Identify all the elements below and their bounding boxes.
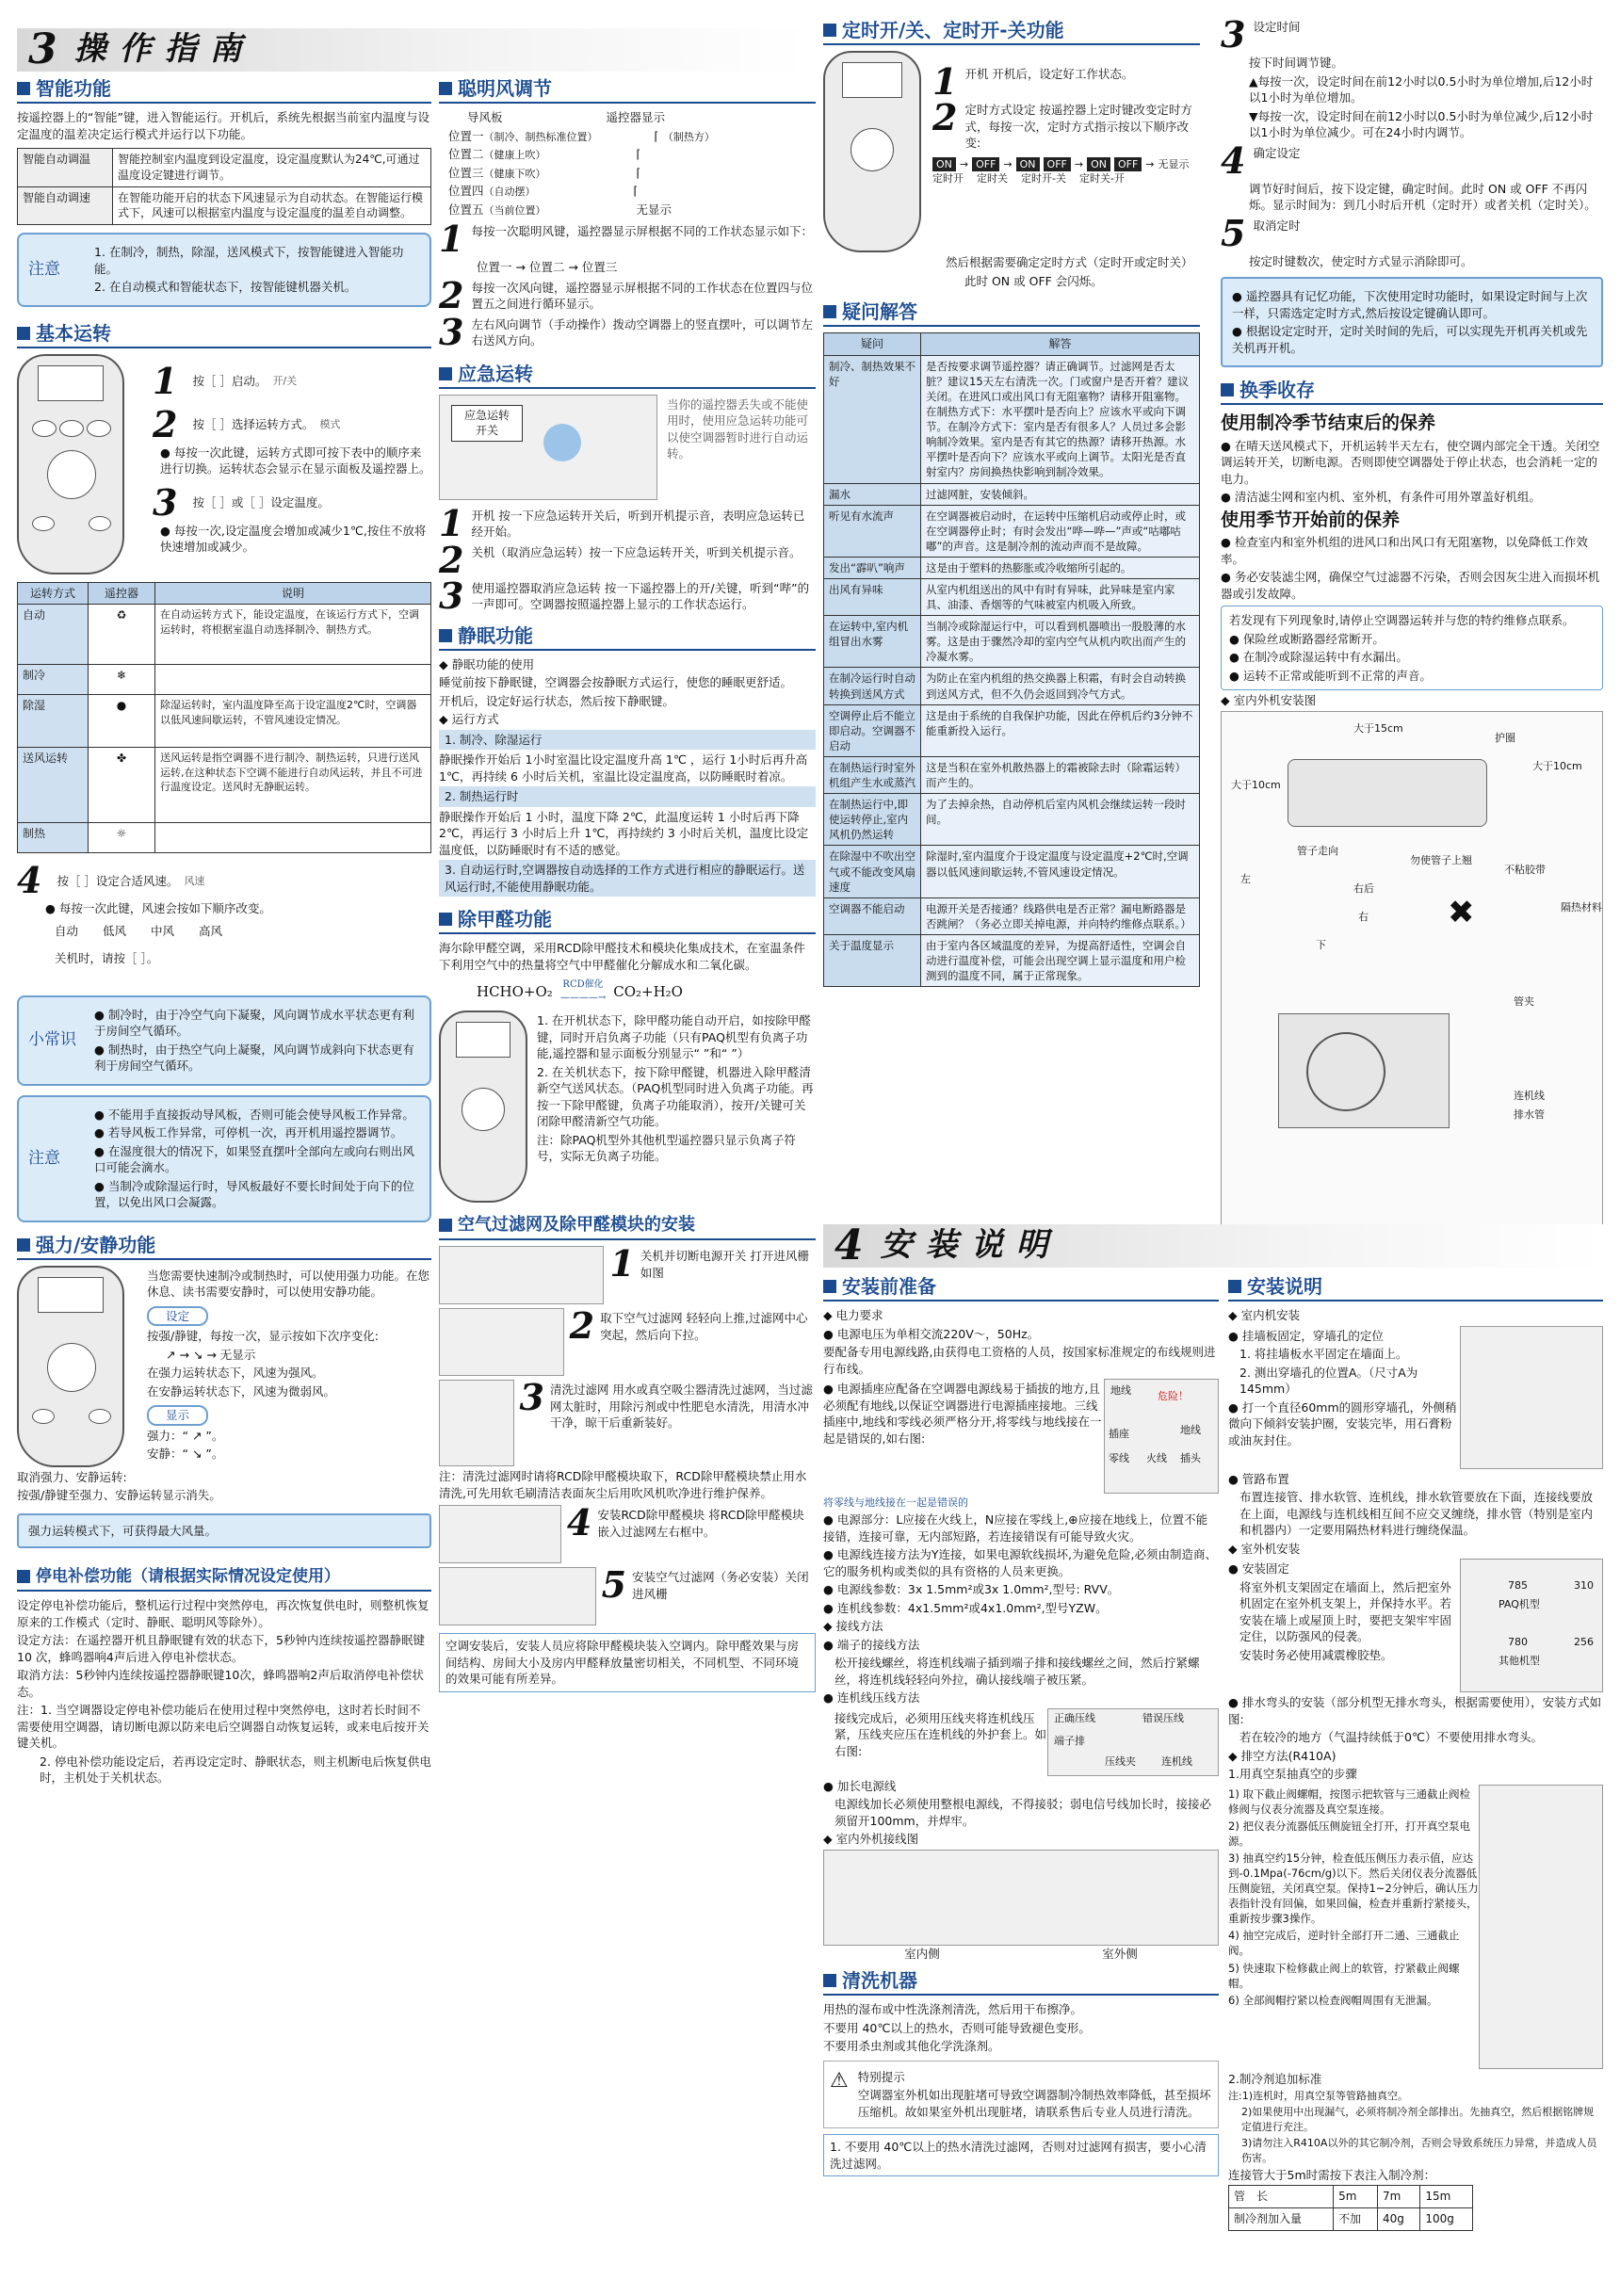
prep-text: 接线完成后，必须用压线夹将连机线压紧，压线夹应压在连机线的外护套上。如右图: bbox=[834, 1710, 1047, 1758]
install-text: 2. 测出穿墙孔的位置A。（尺寸A为145mm） bbox=[1239, 1365, 1418, 1396]
note-label: 注意 bbox=[28, 259, 60, 279]
tips-item: ● 制热时，由于热空气向上凝聚，风向调节成斜向下状态更有利于房间空气循环。 bbox=[94, 1042, 420, 1075]
qa-question: 听见有水流声 bbox=[824, 505, 921, 557]
prep-text: ● 电源线参数：3x 1.5mm²或3x 1.0mm²,型号: RVV。 bbox=[823, 1581, 1219, 1598]
qa-question: 空调器不能启动 bbox=[824, 897, 921, 934]
prep-text: ● 电源线连接方法为Y连接，如果电源软线损坏,为避免危险,必须由制造商、它的服务机构或类似的具有资格的人员来更换。 bbox=[823, 1546, 1219, 1579]
season-diagram-heading: 室内外机安装图 bbox=[1233, 693, 1317, 708]
install-heading: 室外机安装 bbox=[1240, 1541, 1301, 1556]
section-sleep-title: 静眠功能 bbox=[439, 623, 816, 651]
filter-bottom-note: 空调安装后，安装人员应将除甲醛模块装入空调内。除甲醛效果与房间结构、房间大小及房内甲醛释放量密切相关，不同机型、不同环境的效果可能有所差异。 bbox=[439, 1633, 816, 1692]
prep-heading: 电力要求 bbox=[835, 1308, 883, 1322]
power-comp-note: 2. 停电补偿功能设定后，若再设定定时、静眠状态，则主机断电后恢复供电时，主机处于关机状态。 bbox=[40, 1754, 431, 1786]
install-text: 安装时务必使用减震橡胶垫。 bbox=[1239, 1647, 1393, 1662]
clean-tip-heading: 特别提示 bbox=[857, 2069, 905, 2084]
timer-step-5-heading: 取消定时 bbox=[1253, 218, 1301, 233]
mode-name: 制冷 bbox=[18, 665, 89, 695]
filter-step-4: 安装RCD除甲醛模块 将RCD除甲醛模块嵌入过滤网左右框中。 bbox=[597, 1508, 804, 1539]
clean-text: 不要用 40℃以上的热水，否则可能导致褪色变形。 bbox=[823, 2020, 1091, 2035]
qa-answer: 由于室内各区域温度的差异，为提高舒适性，空调会自动进行温度补偿，可能会出现空调上显示温度和用户检测到的温度不同，属于正常现象。 bbox=[921, 934, 1200, 986]
basic-step-2-note: ● 每按一次此键，运转方式即可按下表中的顺序来进行切换。运转状态会显示在显示面板及遥控器上。 bbox=[153, 445, 431, 477]
power-key-label: 开/关 bbox=[272, 374, 298, 387]
basic-step-3: 按［ ］或［ ］设定温度。 bbox=[192, 494, 330, 509]
emergency-button-label: 应急运转开关 bbox=[451, 405, 523, 443]
smart-row-value: 在智能功能开启的状态下风速显示为自动状态。在智能运行模式下，风速可以根据室内温度与设定温度的温差自动调整。 bbox=[113, 186, 431, 225]
timer-step-3-text: 按下时间调节键。 bbox=[1249, 56, 1344, 70]
season-warning-item: ● 运转不正常或能听到不正常的声音。 bbox=[1229, 668, 1595, 685]
filter-step-2: 取下空气过滤网 轻轻向上推,过滤网中心突起，然后向下拉。 bbox=[600, 1311, 808, 1342]
filter-step-5: 安装空气过滤网（务必安装）关闭进风栅 bbox=[632, 1570, 809, 1601]
smart-row-value: 智能控制室内温度到设定温度，设定温度默认为24℃,可通过温度设定键进行调节。 bbox=[113, 149, 431, 187]
install-text: ● 安装固定 bbox=[1228, 1560, 1460, 1577]
qa-answer: 这是由于塑料的热膨胀或冷收缩所引起的。 bbox=[921, 557, 1200, 578]
install-text: ● 挂墙板固定，穿墙孔的定位 bbox=[1228, 1328, 1460, 1345]
section-timer-title: 定时开/关、定时开-关功能 bbox=[823, 17, 1200, 45]
timer-step-4-text: 调节好时间后，按下设定键，确定时间。此时 ON 或 OFF 不再闪烁。显示时间为：到几小时后开机（定时开）或者关机（定时关）。 bbox=[1249, 181, 1596, 212]
formaldehyde-step-1: 1. 在开机状态下，除甲醛功能自动开启，如按除甲醛键，同时开启负离子功能（只有PAQ机型有负离子功能,遥控器和显示面板分别显示“ ”和“ ”） bbox=[537, 1013, 811, 1060]
sleep-text: 开机后，设定好运行状态，然后按下静眠键。 bbox=[439, 693, 675, 708]
qa-question: 在制冷运行时自动转换到送风方式 bbox=[824, 668, 921, 704]
timer-sequence: ON → OFF → ON OFF → ON OFF → 无显示 bbox=[932, 157, 1200, 171]
chapter-number: 4 bbox=[834, 1221, 864, 1270]
heat-mode-icon: ☼ bbox=[89, 823, 155, 853]
formaldehyde-note: 注：除PAQ机型外其他机型遥控器只显示负离子符号，实际无负离子功能。 bbox=[537, 1132, 796, 1163]
prep-text: ● 电源部分：L应接在火线上，N应接在零线上,⊕应接在地线上，位置不能接错，连接可靠，无内部短路，若连接错误有可能导致火灾。 bbox=[823, 1512, 1219, 1544]
basic-step-3-note: ● 每按一次,设定温度会增加或减少1℃,按住不放将快速增加或减少。 bbox=[153, 523, 431, 556]
speed-item: 中风 bbox=[151, 923, 175, 938]
timer-step-3-text: 每按一次，设定时间在前12小时以0.5小时为单位增加,后12小时以1小时为单位增加。 bbox=[1249, 73, 1594, 105]
section-qa-title: 疑问解答 bbox=[823, 299, 1200, 327]
formaldehyde-step-2: 2. 在关机状态下，按下除甲醛键，机器进入除甲醛清新空气送风状态。（PAQ机型同时进入负离子功能。再按一下除甲醛键，负离子功能取消），按开/关键可关闭除甲醛清新空气功能。 bbox=[537, 1064, 814, 1128]
evac-step: 6) 全部阀帽拧紧以检查阀帽周围有无泄漏。 bbox=[1228, 1993, 1438, 2007]
timer-tip: ● 遥控器具有记忆功能，下次使用定时功能时，如果设定时间与上次一样，只需选定定时方式,然后按设定键确认即可。 bbox=[1232, 288, 1592, 321]
section-clean-title: 清洗机器 bbox=[823, 1967, 1219, 1996]
strong-cancel: 按强/静键至强力、安静运转显示消失。 bbox=[17, 1488, 221, 1503]
wind-step-2: 每按一次风向键，遥控器显示屏根据不同的工作状态在位置四与位置五之间进行循环显示。 bbox=[471, 280, 813, 311]
install-text: ● 排水弯头的安装（部分机型无排水弯头，根据需要使用），安装方式如图: bbox=[1228, 1694, 1603, 1727]
mode-key-label: 模式 bbox=[319, 417, 341, 430]
strong-intro: 当您需要快速制冷或制热时，可以使用强力功能。在您休息、读书需要安静时，可以使用安静功能。 bbox=[147, 1268, 430, 1300]
qa-answer: 从室内机组送出的风中有时有异味，此异味是室内家具、油漆、香烟等的气味被室内机吸入所致。 bbox=[921, 579, 1200, 616]
socket-diagram: 地线 危险！ 插座 零线 火线 地线 插头 bbox=[1104, 1379, 1219, 1494]
mode-name: 自动 bbox=[18, 605, 89, 665]
remote-illustration bbox=[439, 1011, 527, 1203]
sleep-mode-heading: 3. 自动运行时,空调器按自动选择的工作方式进行相应的静眠运行。送风运行时,不能使用静眠功能。 bbox=[439, 860, 816, 897]
sleep-mode-text: 静眠操作开始后 1小时室温比设定温度升高 1℃ ，运行 1小时后再升高1℃，再持续 6 小时后关机，室温比设定温度高，以防睡眠时着凉。 bbox=[439, 752, 808, 784]
tips-box bbox=[17, 995, 431, 1086]
clamp-diagram: 正确压线 错误压线 端子排 压线夹 连机线 bbox=[1047, 1708, 1219, 1776]
wind-col-head: 遥控器显示 bbox=[606, 110, 666, 124]
sleep-mode-text: 静眠操作开始后 1 小时，温度下降 2℃，此温度运转 1 小时后再下降 2℃，再运行 3 小时后上升 1℃，再持续约 3 小时后关机，温度比设定温度低，以防睡眠时有不适的感觉。 bbox=[439, 809, 809, 857]
install-text: 布置连接管、排水软管、连机线，排水软管要放在下面，连接线要放在上面，电源线与连机线相互间不应交叉缠绕，排水管（特别是室内和机器内）一定要用隔热材料进行缠绕保温。 bbox=[1239, 1490, 1594, 1537]
evac-step: 4) 抽空完成后，逆时针全部打开二通、三通截止阀。 bbox=[1228, 1929, 1460, 1958]
sleep-mode-heading: 1. 制冷、除湿运行 bbox=[439, 730, 816, 751]
prep-text: 要配备专用电源线路,由获得电工资格的人员，按国家标准规定的布线规则进行布线。 bbox=[823, 1345, 1216, 1376]
install-text: 1. 将挂墙板水平固定在墙面上。 bbox=[1239, 1347, 1408, 1361]
basic-off: 关机时，请按［ ］。 bbox=[55, 951, 159, 966]
cross-icon: ✖ bbox=[1448, 893, 1475, 931]
season-warning-box bbox=[1221, 606, 1603, 690]
prep-subheading: ● 端子的接线方法 bbox=[823, 1637, 1219, 1654]
strong-set-text: 按强/静键，每按一次，显示按如下次序变化: bbox=[147, 1329, 379, 1344]
evac-step: 3) 抽真空约15分钟，检查低压侧压力表示值，应达到-0.1Mpa(-76cm/g)以下。然后关闭仪表分流器低压侧旋钮，关闭真空泵。保持1~2分钟后，确认压力表指针没有回偏，如果回偏，检查并重新拧紧接头，重新按步骤3操作。 bbox=[1228, 1851, 1479, 1926]
column-2: 聪明风调节 导风板 遥控器显示 位置一（制冷、制热标准位置） ⌈ （制热方） 位置二（健康上吹） ⌈ 位置三（健康下吹） ⌈ 位置四（自动摆） ⌈ 位置五（当前位置） 无显示 1 每按一次聪明风键，遥控器显示屏根据不同的工作状态显示如下： 位置一 → 位置二 → 位置三 2 每按一次风向键，遥控器显示屏根据不同的工作状态在位置四与位置五之间进行循环显示。 3 左右风向调节（手动操作）拨动空调器上的竖直摆叶，可以调节左右送风方向。 应急运转 应急运转开关 当你的遥控器丢失或不能使用时，使用应急运转功能可以使空调器暂时进行自动运转。 1 开机 按一下应急运转开关后，听到开机提示音，表明应急运转已经开始。 2 关机（取消应急运转）按一下应急运转开关，听到关机提示音。 3 使用遥控器取消应急运转 按一下遥控器上的开/关键，听到“哔”的一声即可。空调器按照遥控器上显示的工作状态运行。 静眠功能 ◆ 静眠功能的使用 睡觉前按下静眠键，空调器会按静眠方式运行，使您的睡眠更舒适。 开机后，设定好运行状态，然后按下静眠键。 ◆ 运行方式 1. 制冷、除湿运行 静眠操作开始后 1小时室温比设定温度升高 1℃ ，运行 1小时后再升高1℃，再持续 6 小时后关机，室温比设定温度高，以防睡眠时着凉。 2. 制热运行时 静眠操作开始后 1 小时，温度下降 2℃，此温度运转 1 小时后再下降 2℃，再运行 3 小时后上升 1℃，再持续约 3 小时后关机，温度比设定温度低，以防睡眠时有不适的感觉。 3. 自动运行时,空调器按自动选择的工作方式进行相应的静眠运行。送风运行时,不能使用静眠功能。 除甲醛功能 海尔除甲醛空调，采用RCD除甲醛技术和模块化集成技术，在室温条件下利用空气中的热量将空气中甲醛催化分解成水和二氧化碳。 HCHO+O₂ RCD催化 ————→ CO₂+H₂O 1. 在开机状态下，除甲醛功能自动开启，如按除甲醛键，同时开启负离子功能（只有PAQ机型有负离子功能,遥控器和显示面板分别显示“ ”和“ ”） 2. 在关机状态下，按下除甲醛键，机器进入除甲醛清新空气送风状态。（PAQ机型同时进入负离子功能。再按一下除甲醛键，负离子功能取消），按开/关键可关闭除甲醛清新空气功能。 注：除PAQ机型外其他机型遥控器只显示负离子符号，实际无负离子功能。 空气过滤网及除甲醛模块的安装 1 关机并切断电源开关 打开进风栅如图 2 取下空气过滤网 轻轻向上推,过滤网中心突起，然后向下拉。 3 清洗过滤网 用水或真空吸尘器清洗过滤网，当过滤网太脏时，用除污剂或中性肥皂水清洗，用清水冲干净，晾干后重新装好。 注：清洗过滤网时请将RCD除甲醛模块取下，RCD除甲醛模块禁止用水清洗,可先用软毛刷清洁表面灰尘后用吹风机吹净进行维护保养。 4 安装RCD除甲醛模块 将RCD除甲醛模块嵌入过滤网左右框中。 5 安装空气过滤网（务必安装）关闭进风栅 空调安装后，安装人员应将除甲醛模块装入空调内。除甲醛效果与房间结构、房间大小及房内甲醛释放量密切相关，不同机型、不同环境的效果可能有所差异。 bbox=[439, 75, 816, 1692]
remote-illustration bbox=[17, 354, 124, 574]
wind-positions: 位置一（制冷、制热标准位置） ⌈ （制热方） 位置二（健康上吹） ⌈ 位置三（健康下吹） ⌈ 位置四（自动摆） ⌈ 位置五（当前位置） 无显示 bbox=[448, 128, 715, 217]
remote-illustration bbox=[823, 51, 921, 252]
section-emergency-title: 应急运转 bbox=[439, 361, 816, 389]
install-text: ● 管路布置 bbox=[1228, 1471, 1603, 1488]
dry-mode-icon: ● bbox=[89, 695, 155, 748]
speed-item: 低风 bbox=[103, 923, 127, 938]
qa-answer: 除湿时,室内温度介于设定温度与设定温度+2℃时,空调器以低风速间歇运转,不管风速设定情况。 bbox=[921, 846, 1200, 897]
emergency-step-3: 使用遥控器取消应急运转 按一下遥控器上的开/关键，听到“哔”的一声即可。空调器按照遥控器上显示的工作状态运行。 bbox=[471, 580, 810, 611]
wind-step-1: 每按一次聪明风键，遥控器显示屏根据不同的工作状态显示如下： bbox=[471, 224, 813, 238]
section-strong-title: 强力/安静功能 bbox=[17, 1232, 431, 1260]
strong-display-label: 显示 bbox=[147, 1405, 208, 1426]
caution-item: ● 若导风板工作异常，可停机一次，再开机用遥控器调节。 bbox=[94, 1124, 420, 1141]
section-power-comp-title: 停电补偿功能（请根据实际情况设定使用） bbox=[17, 1563, 431, 1592]
clean-tip-box bbox=[823, 2061, 1219, 2129]
timer-tips-box bbox=[1221, 277, 1603, 367]
column-4: 3 设定时间 按下时间调节键。 ▲每按一次，设定时间在前12小时以0.5小时为单位增加,后12小时以1小时为单位增加。 ▼每按一次，设定时间在前12小时以0.5小时为单位减少,后12小时以1小时为单位减少。可在24小时内调节。 4 确定设定 调节好时间后，按下设定键，确定时间。此时 ON 或 OFF 不再闪烁。显示时间为：到几小时后开机（定时开）或者关机（定时关）。 5 取消定时 按定时键数次，使定时方式显示消除即可。 ● 遥控器具有记忆功能，下次使用定时功能时，如果设定时间与上次一样，只需选定定时方式,然后按设定键确认即可。 ● 根据设定定时开，定时关时间的先后，可以实现先开机再关机或先关机再开机。 换季收存 使用制冷季节结束后的保养 ● 在晴天送风模式下，开机运转半天左右，使空调内部完全干透。关闭空调运转开关，切断电源。否则即使空调器处于停止状态，也会消耗一定的电力。 ● 清洁滤尘网和室内机、室外机，有条件可用外罩盖好机组。 使用季节开始前的保养 ● 检查室内和室外机组的进风口和出风口有无阻塞物，以免降低工作效率。 ● 务必安装滤尘网，确保空气过滤器不污染，否则会因灰尘进入而损坏机器或引发故障。 若发现有下列现象时,请停止空调器运转并与您的特约维修点联系。 ● 保险丝或断路器经常断开。 ● 在制冷或除湿运转中有水漏出。 ● 运转不正常或能听到不正常的声音。 ◆ 室内外机安装图 大于15cm 大于10cm 大于10cm 护圈 管子走向 左 右后 右 下 勿使管子上翘 不粘胶带 隔热材料 ✖ 管夹 连机线 排水管 bbox=[1221, 17, 1603, 1240]
chapter-4-header bbox=[823, 1221, 1603, 1270]
caution-box bbox=[17, 1095, 431, 1222]
install-diagram: 大于15cm 大于10cm 大于10cm 护圈 管子走向 左 右后 右 下 勿使管子上翘 不粘胶带 隔热材料 ✖ 管夹 连机线 排水管 bbox=[1221, 711, 1603, 1240]
strong-no-show: 无显示 bbox=[219, 1347, 256, 1362]
qa-question: 关于温度显示 bbox=[824, 934, 921, 986]
mode-desc: 除湿运转时，室内温度降至高于设定温度2℃时，空调器以低风速间歇运转，不管风速设定情况。 bbox=[155, 695, 431, 748]
wiring-outdoor-label: 室外侧 bbox=[1102, 1946, 1138, 1961]
column-install: 安装说明 ◆ 室内机安装 ● 挂墙板固定，穿墙孔的定位 1. 将挂墙板水平固定在墙面上。 2. 测出穿墙孔的位置A。（尺寸A为145mm） ● 打一个直径60mm的圆形穿墙孔，外侧稍微向下倾斜安装护圈，安装完毕，用石膏粉或油灰封住。 ● 管路布置 布置连接管、排水软管、连机线，排水软管要放在下面，连接线要放在上面，电源线与连机线相互间不应交叉缠绕，排水管（特别是室内和机器内）一定要用隔热材料进行缠绕保温。 ◆ 室外机安装 ● 安装固定 将室外机支架固定在墙面上，然后把室外机固定在室外机支架上，并保持水平。若安装在墙上或屋顶上时，要把支架牢牢固定住，以防强风的侵袭。 安装时务必使用减震橡胶垫。 785 PAQ机型 780 其他机型 310 256 ● 排水弯头的安装（部分机型无排水弯头，根据需要使用），安装方式如图: 若在较冷的地方（气温持续低于0℃）不要使用排水弯头。 ◆ 排空方法(R410A) 1.用真空泵抽真空的步骤 1) 取下截止阀螺帽，按图示把软管与三通截止阀检修阀与仪表分流器及真空泵连接。 2) 把仪表分流器低压侧旋钮全打开，打开真空泵电源。 3) 抽真空约15分钟，检查低压侧压力表示值，应达到-0.1Mpa(-76cm/g)以下。然后关闭仪表分流器低压侧旋钮，关闭真空泵。保持1~2分钟后，确认压力表指针没有回偏，如果回偏，检查并重新拧紧接头，重新按步骤3操作。 4) 抽空完成后，逆时针全部打开二通、三通截止阀。 5) 快速取下检修截止阀上的软管，拧紧截止阀螺帽。 6) 全部阀帽拧紧以检查阀帽周围有无泄漏。 2.制冷剂追加标准 注:1)连机时，用真空泵等管路抽真空。 2)如果使用中出现漏气，必须将制冷剂全部排出。先抽真空，然后根据铭牌规定值进行充注。 3)请勿注入R410A以外的其它制冷剂，否则会导致系统压力异常，并造成人员伤害。 连接管大于5m时需按下表注入制冷剂： 管 长 5m 7m 15m 制冷剂加入量 不加 40g 100g bbox=[1228, 1273, 1603, 2231]
qa-question: 发出“霹叭”响声 bbox=[824, 557, 921, 578]
wiring-indoor-label: 室内侧 bbox=[904, 1946, 940, 1961]
qa-answer: 这是当积在室外机散热器上的霜被除去时（除霜运转）而产生的。 bbox=[921, 756, 1200, 793]
caution-item: ● 在湿度很大的情况下，如果竖直摆叶全部向左或向右则出风口可能会滴水。 bbox=[94, 1143, 420, 1176]
season-heading: 使用季节开始前的保养 bbox=[1221, 509, 1401, 530]
prep-warning-text: 将零线与地线接在一起是错误的 bbox=[823, 1496, 968, 1509]
qa-question: 在制热运行时室外机组产生水或蒸汽 bbox=[824, 756, 921, 793]
vacuum-diagram bbox=[1479, 1785, 1603, 2069]
refrigerant-table-heading: 连接管大于5m时需按下表注入制冷剂： bbox=[1228, 2167, 1436, 2182]
mode-name: 除湿 bbox=[18, 695, 89, 748]
warning-icon: ⚠ bbox=[830, 2068, 849, 2093]
install-subheading: 2.制冷剂追加标准 bbox=[1228, 2071, 1322, 2086]
formaldehyde-intro: 海尔除甲醛空调，采用RCD除甲醛技术和模块化集成技术，在室温条件下利用空气中的热量将空气中甲醛催化分解成水和二氧化碳。 bbox=[439, 941, 805, 972]
speed-item: 自动 bbox=[55, 923, 79, 938]
prep-text: ● 电源电压为单相交流220V～，50Hz。 bbox=[823, 1326, 1219, 1343]
qa-question: 在运转中,室内机组冒出水雾 bbox=[824, 616, 921, 668]
formaldehyde-equation: HCHO+O₂ RCD催化 ————→ CO₂+H₂O bbox=[477, 979, 683, 1003]
refrigerant-note: 注:1)连机时，用真空泵等管路抽真空。 bbox=[1228, 2090, 1408, 2102]
season-warning-item: ● 保险丝或断路器经常断开。 bbox=[1229, 631, 1595, 648]
season-warning-item: ● 在制冷或除湿运转中有水漏出。 bbox=[1229, 649, 1595, 666]
tips-label: 小常识 bbox=[28, 1030, 76, 1050]
wind-step-3: 左右风向调节（手动操作）拨动空调器上的竖直摆叶，可以调节左右送风方向。 bbox=[471, 316, 813, 348]
evac-step: 5) 快速取下检修截止阀上的软管，拧紧截止阀螺帽。 bbox=[1228, 1961, 1460, 1990]
outdoor-dim-diagram: 785 PAQ机型 780 其他机型 310 256 bbox=[1460, 1559, 1603, 1692]
sleep-text: 睡觉前按下静眠键，空调器会按静眠方式运行，使您的睡眠更舒适。 bbox=[439, 675, 793, 689]
wind-flow: 位置一 → 位置二 → 位置三 bbox=[477, 260, 618, 274]
mode-name: 送风运转 bbox=[18, 748, 89, 823]
prep-text: 电源线加长必须使用整根电源线，不得接驳；弱电信号线加长时，接接必须留开100mm，并焊牢。 bbox=[834, 1797, 1212, 1828]
prep-heading: 接线方法 bbox=[835, 1619, 883, 1634]
mode-desc: 在自动运转方式下，能设定温度，在该运行方式下，空调运转时，将根据室温自动选择制冷、制热方式。 bbox=[155, 605, 431, 665]
chapter-name: 安装说明 bbox=[880, 1226, 1061, 1265]
speed-item: 高风 bbox=[199, 923, 223, 938]
section-prep-title: 安装前准备 bbox=[823, 1273, 1219, 1302]
caution-item: ● 当制冷或除湿运行时，导风板最好不要长时间处于向下的位置，以免出风口会凝露。 bbox=[94, 1178, 420, 1211]
emergency-side-text: 当你的遥控器丢失或不能使用时，使用应急运转功能可以使空调器暂时进行自动运转。 bbox=[667, 396, 809, 461]
emergency-step-2: 关机（取消应急运转）按一下应急运转开关，听到关机提示音。 bbox=[471, 544, 802, 559]
prep-subheading: ● 连机线压线方法 bbox=[823, 1690, 1219, 1706]
install-heading: 室内机安装 bbox=[1240, 1308, 1301, 1322]
mode-table: 运转方式 遥控器 说明 自动 ♻ 在自动运转方式下，能设定温度，在该运行方式下，空调运转时，将根据室温自动选择制冷、制热方式。 制冷 ❄ 除湿 ● 除湿运转时，室内温度降至高于设定温度2℃时，空调器以低风速间歇运转，不管风速设定情况。 送风运转 ✤ 送风运转是指空调器不进行制冷、制热运转，只进行送风运转,在这种状态下空调不能进行自动风运转，并且不可进行温度设定。送风时无静眠运转。 制热 ☼ bbox=[17, 582, 431, 854]
install-subheading: 1.用真空泵抽真空的步骤 bbox=[1228, 1767, 1357, 1781]
refrigerant-note: 2)如果使用中出现漏气，必须将制冷剂全部排出。先抽真空，然后根据铭牌规定值进行充注。 bbox=[1241, 2106, 1595, 2133]
sleep-mode-heading: 2. 制热运行时 bbox=[439, 786, 816, 807]
filter-step-1: 关机并切断电源开关 打开进风栅如图 bbox=[640, 1249, 809, 1280]
smart-row-key: 智能自动调温 bbox=[18, 149, 113, 187]
wiring-diagram bbox=[823, 1850, 1219, 1946]
smart-table bbox=[17, 148, 431, 225]
power-comp-intro: 设定停电补偿功能后，整机运行过程中突然停电，再次恢复供电时，则整机恢复原来的工作模式（定时、静眠、聪明风等除外）。 bbox=[17, 1598, 429, 1629]
section-formaldehyde-title: 除甲醛功能 bbox=[439, 906, 816, 934]
wind-col-head: 导风板 bbox=[467, 110, 503, 124]
prep-text: ● 连机线参数：4x1.5mm²或4x1.0mm²,型号YZW。 bbox=[823, 1600, 1219, 1617]
section-filter-title: 空气过滤网及除甲醛模块的安装 bbox=[439, 1212, 816, 1240]
section-smart-wind-title: 聪明风调节 bbox=[439, 75, 816, 104]
clean-text: 不要用杀虫剂或其他化学洗涤剂。 bbox=[823, 2039, 1000, 2054]
quiet-label: 安静：“ bbox=[147, 1447, 188, 1462]
qa-question: 在制热运行中,即使运转停止,室内风机仍然运转 bbox=[824, 794, 921, 846]
smart-intro: 按遥控器上的“智能”键，进入智能运行。开机后，系统先根据当前室内温度与设定温度的温差决定运行模式并运行以下功能。 bbox=[17, 110, 429, 141]
power-comp-set: 设定方法：在遥控器开机且静眠键有效的状态下，5秒钟内连续按遥控器静眠键10 次，蜂鸣器响4声后进入停电补偿状态。 bbox=[17, 1633, 425, 1664]
season-warning-heading: 若发现有下列现象时,请停止空调器运转并与您的特约维修点联系。 bbox=[1229, 613, 1575, 628]
strong-cancel-heading: 取消强力、安静运转: bbox=[17, 1469, 127, 1484]
timer-after: 然后根据需要确定定时方式（定时开或定时关） bbox=[946, 255, 1193, 269]
strong-set-label: 设定 bbox=[147, 1306, 208, 1327]
prep-text: ● 电源插座应配备在空调器电源线易于插拔的地方,且必须配有地线,以保证空调器进行电源插座接地。三线插座中,地线和零线必须严格分开,将零线与地线接在一起是错误的,如右图: bbox=[823, 1381, 1104, 1492]
refrigerant-note: 3)请勿注入R410A以外的其它制冷剂，否则会导致系统压力异常，并造成人员伤害。 bbox=[1241, 2137, 1597, 2164]
install-text: 若在较冷的地方（气温持续低于0℃）不要使用排水弯头。 bbox=[1239, 1730, 1543, 1744]
qa-answer: 为了去掉余热，自动停机后室内风机会继续运转一段时间。 bbox=[921, 794, 1200, 846]
timer-step-1: 开机 开机后，设定好工作状态。 bbox=[964, 67, 1134, 81]
install-text: ● 打一个直径60mm的圆形穿墙孔，外侧稍微向下倾斜安装护圈，安装完毕，用石膏粉或油灰封住。 bbox=[1228, 1399, 1460, 1449]
sleep-heading: 运行方式 bbox=[451, 712, 499, 726]
basic-step-4-note: ● 每按一次此键，风速会按如下顺序改变。 bbox=[17, 900, 431, 917]
mode-name: 制热 bbox=[18, 823, 89, 853]
basic-step-1: 按［ ］启动。 bbox=[192, 373, 267, 388]
prep-heading: 室内外机接线图 bbox=[835, 1832, 919, 1847]
strong-bar: 强力运转模式下，可获得最大风量。 bbox=[17, 1513, 431, 1549]
season-heading: 使用制冷季节结束后的保养 bbox=[1221, 412, 1436, 433]
timer-step-3-heading: 设定时间 bbox=[1253, 20, 1301, 34]
auto-mode-icon: ♻ bbox=[89, 605, 155, 665]
basic-step-4: 按［ ］设定合适风速。 bbox=[57, 873, 179, 888]
wall-plate-diagram bbox=[1460, 1326, 1603, 1469]
speed-sequence bbox=[17, 923, 431, 940]
qa-answer: 当制冷或除湿运行中，可以看到机器喷出一股股薄的水雾。这是由于骤然冷却的室内空气从机内吹出而产生的冷凝水雾。 bbox=[921, 616, 1200, 668]
season-item: ● 清洁滤尘网和室内机、室外机，有条件可用外罩盖好机组。 bbox=[1221, 489, 1603, 506]
emergency-step-1: 开机 按一下应急运转开关后，听到开机提示音，表明应急运转已经开始。 bbox=[471, 508, 805, 539]
timer-tip: ● 根据设定定时开，定时关时间的先后，可以实现先开机再关机或先关机再开机。 bbox=[1232, 323, 1592, 356]
speed-key-label: 风速 bbox=[184, 874, 205, 887]
basic-step-2: 按［ ］选择运转方式。 bbox=[192, 416, 315, 431]
sleep-heading: 静眠功能的使用 bbox=[451, 656, 535, 671]
timer-step-5-text: 按定时键数次，使定时方式显示消除即可。 bbox=[1249, 253, 1473, 268]
caution-label: 注意 bbox=[28, 1148, 60, 1168]
qa-answer: 为防止在室内机组的热交换器上积霜，有时会自动转换到送风方式，但不久仍会返回到冷气方式。 bbox=[921, 668, 1200, 704]
power-comp-note: 注：1. 当空调器设定停电补偿功能后在使用过程中突然停电，这时若长时间不需要使用空调器，请切断电源以防来电后空调器自动恢复运转，或来电后按开关键关机。 bbox=[17, 1703, 429, 1751]
column-1: 智能功能 按遥控器上的“智能”键，进入智能运行。开机后，系统先根据当前室内温度与设定温度的温差决定运行模式并运行以下功能。 智能自动调温 智能控制室内温度到设定温度，设定温度默认为24℃,可通过温度设定键进行调节。 智能自动调速 在智能功能开启的状态下风速显示为自动状态。在智能运行模式下，风速可以根据室内温度与设定温度的温差自动调整。 注意 1. 在制冷，制热，除湿，送风模式下，按智能键进入智能功能。 2. 在自动模式和智能状态下，按智能键机器关机。 基本运转 1 按［ ］启动。 开/关 2 按［ ］选择运转方式。 模式 ● 每按一次此键，运转方式即可按下表中的顺序来进行切换。运转状态会显示在显示面板及遥控器上。 3 按［ ］或［ ］设定温度。 ● 每按一次,设定温度会增加或减少1℃,按住不放将快速增加或减少。 运转方式 遥控器 说明 自动 ♻ 在自动运转方式下，能设定温度，在该运行方式下，空调运转时，将根据室温自动选择制冷、制热方式。 制冷 ❄ 除湿 ● 除湿运转时，室内温度降至高于设定温度2℃时，空调器以低风速间歇运转，不管风速设定情况。 送风运转 ✤ 送风运转是指空调器不进行制冷、制热运转，只进行送风运转,在这种状态下空调不能进行自动风运转，并且不可进行温度设定。送风时无静眠运转。 制热 ☼ 4 按［ ］设定合适风速。 风速 ● 每按一次此键，风速会按如下顺序改变。 自动 低风 中风 高风 关机时，请按［ ］。 小常识 ● 制冷时，由于冷空气向下凝聚，风向调节成水平状态更有利于房间空气循环。 ● 制热时，由于热空气向上凝聚，风向调节成斜向下状态更有利于房间空气循环。 注意 ● 不能用手直接扳动导风板，否则可能会使导风板工作异常。 ● 若导风板工作异常，可停机一次，再开机用遥控器调节。 ● 在湿度很大的情况下，如果竖直摆叶全部向左或向右则出风口可能会滴水。 ● 当制冷或除湿运行时，导风板最好不要长时间处于向下的位置，以免出风口会凝露。 强力/安静功能 当您需要快速制冷或制热时，可以使用强力功能。在您休息、读书需要安静时，可以使用安静功能。 设定 按强/静键，每按一次，显示按如下次序变化: ↗ → ↘ → 无显示 在强力运转状态下，风速为强风。 在安静运转状态下，风速为微弱风。 显示 强力：“ ↗ ”。 安静：“ ↘ ”。 取消强力、安静运转: 按强/静键至强力、安静运转显示消失。 强力运转模式下，可获得最大风量。 停电补偿功能（请根据实际情况设定使用） 设定停电补偿功能后，整机运行过程中突然停电，再次恢复供电时，则整机恢复原来的工作模式（定时、静眠、聪明风等除外）。 设定方法：在遥控器开机且静眠键有效的状态下，5秒钟内连续按遥控器静眠键10 次，蜂鸣器响4声后进入停电补偿状态。 取消方法：5秒钟内连续按遥控器静眠键10次，蜂鸣器响2声后取消停电补偿状态。 注：1. 当空调器设定停电补偿功能后在使用过程中突然停电，这时若长时间不需要使用空调器，请切断电源以防来电后空调器自动恢复运转，或来电后按开关键关机。 2. 停电补偿功能设定后，若再设定定时、静眠状态，则主机断电后恢复供电时，主机处于关机状态。 bbox=[17, 75, 431, 1788]
qa-answer: 在空调器被启动时，在运转中压缩机启动或停止时，或在空调器停止时；有时会发出“哗—哗—”声或“咕嘟咕嘟”的声音。这是制冷剂的流动声而不是故障。 bbox=[921, 505, 1200, 557]
season-item: ● 务必安装滤尘网，确保空气过滤器不污染，否则会因灰尘进入而损坏机器或引发故障。 bbox=[1221, 569, 1603, 602]
qa-answer: 电源开关是否接通？线路供电是否正常？漏电断路器是否跳闸？（务必立即关掉电源，并向特约维修点联系。） bbox=[921, 897, 1200, 934]
section-season-title: 换季收存 bbox=[1221, 377, 1603, 405]
timer-step-2: 定时方式设定 按遥控器上定时键改变定时方式，每按一次，定时方式指示按以下顺序改变: bbox=[964, 103, 1192, 150]
qa-answer: 这是由于系统的自我保护功能，因此在停机后约3分钟不能重新投入运行。 bbox=[921, 704, 1200, 756]
qa-question: 漏水 bbox=[824, 483, 921, 505]
timer-seq-labels: 定时开 定时关 定时开-关 定时关-开 bbox=[932, 171, 1125, 185]
evac-step: 1) 取下截止阀螺帽，按图示把软管与三通截止阀检修阀与仪表分流器及真空泵连接。 bbox=[1228, 1787, 1470, 1816]
timer-step-3-text: 每按一次，设定时间在前12小时以0.5小时为单位减少,后12小时以1小时为单位减少。可在24小时内调节。 bbox=[1249, 108, 1594, 139]
tips-item: ● 制冷时，由于冷空气向下凝聚，风向调节成水平状态更有利于房间空气循环。 bbox=[94, 1007, 420, 1040]
chapter-3-header bbox=[17, 25, 808, 74]
chapter-name: 操作指南 bbox=[73, 30, 255, 69]
refrigerant-table: 管 长 5m 7m 15m 制冷剂加入量 不加 40g 100g bbox=[1228, 2185, 1473, 2231]
install-heading: 排空方法(R410A) bbox=[1240, 1748, 1336, 1763]
remote-illustration bbox=[17, 1266, 124, 1467]
qa-question: 在除湿中不吹出空气或不能改变风扇速度 bbox=[824, 846, 921, 897]
clean-tip-text: 空调器室外机如出现脏堵可导致空调器制冷制热效率降低，甚至损坏压缩机。故如果室外机出现脏堵，请联系售后专业人员进行清洗。 bbox=[857, 2088, 1211, 2119]
clean-text: 用热的湿布或中性洗涤剂清洗，然后用干布擦净。 bbox=[823, 2002, 1083, 2017]
power-comp-cancel: 取消方法：5秒钟内连续按遥控器静眠键10次，蜂鸣器响2声后取消停电补偿状态。 bbox=[17, 1668, 424, 1699]
prep-text: 松开接线螺丝，将连机线端子插到端子排和接线螺丝之间，然后拧紧螺丝，将连机线轻轻向外拉，确认接线端子被压紧。 bbox=[834, 1656, 1200, 1687]
note-item: 1. 在制冷，制热，除湿，送风模式下，按智能键进入智能功能。 bbox=[94, 245, 404, 276]
qa-question: 制冷、制热效果不好 bbox=[824, 355, 921, 483]
season-item: ● 在晴天送风模式下，开机运转半天左右，使空调内部完全干透。关闭空调运转开关，切断电源。否则即使空调器处于停止状态，也会消耗一定的电力。 bbox=[1221, 438, 1603, 488]
section-smart-title: 智能功能 bbox=[17, 75, 431, 104]
qa-question: 出风有异味 bbox=[824, 579, 921, 616]
smart-row-key: 智能自动调速 bbox=[18, 186, 113, 225]
note-item: 2. 在自动模式和智能状态下，按智能键机器关机。 bbox=[94, 280, 357, 295]
chapter-number: 3 bbox=[28, 25, 57, 74]
caution-item: ● 不能用手直接扳动导风板，否则可能会使导风板工作异常。 bbox=[94, 1107, 420, 1124]
strong-label: 强力：“ bbox=[147, 1428, 188, 1443]
filter-step-3: 清洗过滤网 用水或真空吸尘器清洗过滤网，当过滤网太脏时，用除污剂或中性肥皂水清洗，用清水冲干净，晾干后重新装好。 bbox=[549, 1382, 813, 1430]
qa-answer: 是否按要求调节遥控器？请正确调节。过滤网是否太脏？建议15天左右清洗一次。门或窗户是否开着？建议关闭。在进风口或出风口有无阻塞物？请移开阻塞物。在制热方式下：水平摆叶是否向上？应该水平或向下调节。在制冷方式下：室内是否有很多人？人员过多会影响制冷效果。室内是否有其它的热源？请移开热源。水平摆叶是否向下？应该水平或向上调节。太阳光是否直射室内？房间换热快影响到制冷效果。 bbox=[921, 355, 1200, 483]
smart-note-box bbox=[17, 233, 431, 307]
qa-question: 空调停止后不能立即启动。空调器不启动 bbox=[824, 704, 921, 756]
clean-bottom-note: 1. 不要用 40℃以上的热水清洗过滤网，否则对过滤网有损害，要小心清洗过滤网。 bbox=[823, 2134, 1219, 2176]
mode-desc: 送风运转是指空调器不进行制冷、制热运转，只进行送风运转,在这种状态下空调不能进行自动风运转，并且不可进行温度设定。送风时无静眠运转。 bbox=[155, 748, 431, 823]
column-prep: 安装前准备 ◆ 电力要求 ● 电源电压为单相交流220V～，50Hz。 要配备专用电源线路,由获得电工资格的人员，按国家标准规定的布线规则进行布线。 ● 电源插座应配备在空调器电源线易于插拔的地方,且必须配有地线,以保证空调器进行电源插座接地。三线插座中,地线和零线必须严格分开,将零线与地线接在一起是错误的,如右图: 地线 危险！ 插座 零线 火线 地线 插头 将零线与地线接在一起是错误的 ● 电源部分：L应接在火线上，N应接在零线上,⊕应接在地线上，位置不能接错，连接可靠，无内部短路，若连接错误有可能导致火灾。 ● 电源线连接方法为Y连接，如果电源软线损坏,为避免危险,必须由制造商、它的服务机构或类似的具有资格的人员来更换。 ● 电源线参数：3x 1.5mm²或3x 1.0mm²,型号: RVV。 ● 连机线参数：4x1.5mm²或4x1.0mm²,型号YZW。 ◆ 接线方法 ● 端子的接线方法 松开接线螺丝，将连机线端子插到端子排和接线螺丝之间，然后拧紧螺丝，将连机线轻轻向外拉，确认接线端子被压紧。 ● 连机线压线方法 接线完成后，必须用压线夹将连机线压紧，压线夹应压在连机线的外护套上。如右图: 正确压线 错误压线 端子排 压线夹 连机线 ● 加长电源线 电源线加长必须使用整根电源线，不得接驳；弱电信号线加长时，接接必须留开100mm，并焊牢。 ◆ 室内外机接线图 室内侧 室外侧 清洗机器 用热的湿布或中性洗涤剂清洗，然后用干布擦净。 不要用 40℃以上的热水，否则可能导致褪色变形。 不要用杀虫剂或其他化学洗涤剂。 ⚠ 特别提示 空调器室外机如出现脏堵可导致空调器制冷制热效率降低，甚至损坏压缩机。故如果室外机出现脏堵，请联系售后专业人员进行清洗。 1. 不要用 40℃以上的热水清洗过滤网，否则对过滤网有损害，要小心清洗过滤网。 bbox=[823, 1273, 1219, 2176]
evac-step: 2) 把仪表分流器低压侧旋钮全打开，打开真空泵电源。 bbox=[1228, 1819, 1470, 1848]
cool-mode-icon: ❄ bbox=[89, 665, 155, 695]
install-text: 将室外机支架固定在墙面上，然后把室外机固定在室外机支架上，并保持水平。若安装在墙上或屋顶上时，要把支架牢牢固定住，以防强风的侵袭。 bbox=[1239, 1579, 1452, 1643]
quiet-text: 在安静运转状态下，风速为微弱风。 bbox=[147, 1383, 336, 1399]
strong-text: 在强力运转状态下，风速为强风。 bbox=[147, 1366, 324, 1381]
emergency-illustration bbox=[439, 395, 657, 500]
qa-answer: 过滤网脏，安装倾斜。 bbox=[921, 483, 1200, 505]
season-item: ● 检查室内和室外机组的进风口和出风口有无阻塞物，以免降低工作效率。 bbox=[1221, 534, 1603, 567]
prep-subheading: ● 加长电源线 bbox=[823, 1778, 1219, 1795]
fan-mode-icon: ✤ bbox=[89, 748, 155, 823]
filter-note: 注：清洗过滤网时请将RCD除甲醛模块取下，RCD除甲醛模块禁止用水清洗,可先用软毛刷清洁表面灰尘后用吹风机吹净进行维护保养。 bbox=[439, 1469, 807, 1500]
section-basic-title: 基本运转 bbox=[17, 320, 431, 348]
timer-step-4-heading: 确定设定 bbox=[1253, 145, 1301, 160]
timer-flash: 此时 ON 或 OFF 会闪烁。 bbox=[964, 273, 1103, 288]
column-3: 定时开/关、定时开-关功能 1 开机 开机后，设定好工作状态。 2 定时方式设定 按遥控器上定时键改变定时方式，每按一次，定时方式指示按以下顺序改变: ON → OFF → ON OFF → ON OFF → 无显示 定时开 定时关 定时开-关 定时关-开 然后根据需要确定定时方式（定时开或定时关） 此时 ON 或 OFF 会闪烁。 疑问解答 疑问 解答 制冷、制热效果不好 是否按要求调节遥控器？请正确调节。过滤网是否太脏？建议15天左右清洗一次。门或窗户是否开着？建议关闭。在进风口或出风口有无阻塞物？请移开阻塞物。在制热方式下：水平摆叶是否向上？应该水平或向下调节。在制冷方式下：室内是否有很多人？人员过多会影响制冷效果。室内是否有其它的热源？请移开热源。水平摆叶是否向下？应该水平或向上调节。太阳光是否直射室内？房间换热快影响到制冷效果。 漏水 过滤网脏，安装倾斜。 听见有水流声 在空调器被启动时，在运转中压缩机启动或停止时，或在空调器停止时；有时会发出“哗—哗—”声或“咕嘟咕嘟”的声音。这是制冷剂的流动声而不是故障。 发出“霹叭”响声 这是由于塑料的热膨胀或冷收缩所引起的。 出风有异味 从室内机组送出的风中有时有异味，此异味是室内家具、油漆、香烟等的气味被室内机吸入所致。 在运转中,室内机组冒出水雾 当制冷或除湿运行中，可以看到机器喷出一股股薄的水雾。这是由于骤然冷却的室内空气从机内吹出而产生的冷凝水雾。 在制冷运行时自动转换到送风方式 为防止在室内机组的热交换器上积霜，有时会自动转换到送风方式，但不久仍会返回到冷气方式。 空调停止后不能立即启动。空调器不启动 这是由于系统的自我保护功能，因此在停机后约3分钟不能重新投入运行。 在制热运行时室外机组产生水或蒸汽 这是当积在室外机散热器上的霜被除去时（除霜运转）而产生的。 在制热运行中,即使运转停止,室内风机仍然运转 为了去掉余热，自动停机后室内风机会继续运转一段时间。 在除湿中不吹出空气或不能改变风扇速度 除湿时,室内温度介于设定温度与设定温度+2℃时,空调器以低风速间歇运转,不管风速设定情况。 空调器不能启动 电源开关是否接通？线路供电是否正常？漏电断路器是否跳闸？（务必立即关掉电源，并向特约维修点联系。） 关于温度显示 由于室内各区域温度的差异，为提高舒适性，空调会自动进行温度补偿，可能会出现空调上显示温度和用户检测到的温度不同，属于正常现象。 bbox=[823, 17, 1200, 987]
qa-table: 疑问 解答 制冷、制热效果不好 是否按要求调节遥控器？请正确调节。过滤网是否太脏？建议15天左右清洗一次。门或窗户是否开着？建议关闭。在进风口或出风口有无阻塞物？请移开阻塞物。在制热方式下：水平摆叶是否向上？应该水平或向下调节。在制冷方式下：室内是否有很多人？人员过多会影响制冷效果。室内是否有其它的热源？请移开热源。水平摆叶是否向下？应该水平或向上调节。太阳光是否直射室内？房间换热快影响到制冷效果。 漏水 过滤网脏，安装倾斜。 听见有水流声 在空调器被启动时，在运转中压缩机启动或停止时，或在空调器停止时；有时会发出“哗—哗—”声或“咕嘟咕嘟”的声音。这是制冷剂的流动声而不是故障。 发出“霹叭”响声 这是由于塑料的热膨胀或冷收缩所引起的。 出风有异味 从室内机组送出的风中有时有异味，此异味是室内家具、油漆、香烟等的气味被室内机吸入所致。 在运转中,室内机组冒出水雾 当制冷或除湿运行中，可以看到机器喷出一股股薄的水雾。这是由于骤然冷却的室内空气从机内吹出而产生的冷凝水雾。 在制冷运行时自动转换到送风方式 为防止在室内机组的热交换器上积霜，有时会自动转换到送风方式，但不久仍会返回到冷气方式。 空调停止后不能立即启动。空调器不启动 这是由于系统的自我保护功能，因此在停机后约3分钟不能重新投入运行。 在制热运行时室外机组产生水或蒸汽 这是当积在室外机散热器上的霜被除去时（除霜运转）而产生的。 在制热运行中,即使运转停止,室内风机仍然运转 为了去掉余热，自动停机后室内风机会继续运转一段时间。 在除湿中不吹出空气或不能改变风扇速度 除湿时,室内温度介于设定温度与设定温度+2℃时,空调器以低风速间歇运转,不管风速设定情况。 空调器不能启动 电源开关是否接通？线路供电是否正常？漏电断路器是否跳闸？（务必立即关掉电源，并向特约维修点联系。） 关于温度显示 由于室内各区域温度的差异，为提高舒适性，空调会自动进行温度补偿，可能会出现空调上显示温度和用户检测到的温度不同，属于正常现象。 bbox=[823, 332, 1200, 987]
section-install-title: 安装说明 bbox=[1228, 1273, 1603, 1302]
